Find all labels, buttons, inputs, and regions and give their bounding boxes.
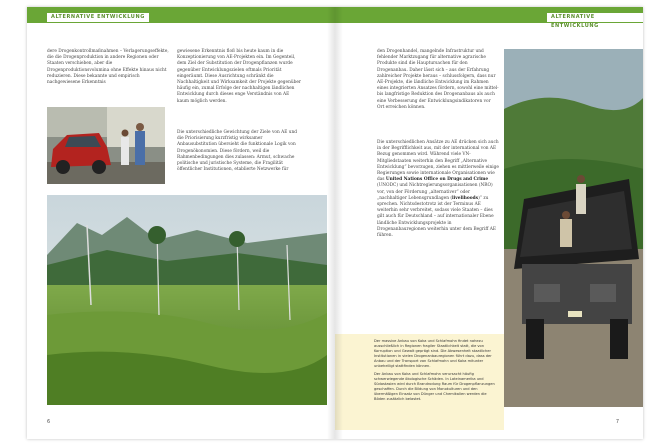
info-box-paragraph-1: Der massive Anbau von Koka und Schlafmohn findet nahezu ausschließlich in Regionen fragiler Staatlichkeit statt, die von Korruption und Gewalt geprägt sind. Die Abwesenheit staatlicher Institutionen in vielen Drogenanbauregionen führt dazu, dass der Anbau und der Transport von Schlafmohn und Koka mitunter unbehelligt stattfinden können.: [374, 339, 492, 368]
running-head: ALTERNATIVE ENTWICKLUNG: [47, 13, 149, 22]
left-col2-paragraph-1: gewiesene Erkenntnis floß bis heute kaum in die Konzeptionierung von AE-Projekten ein. Im Gegenteil, dem Ziel der Substitution der Drogenpflanzen wurde gegenüber Entwicklungszielen oftmals Priorität eingeräumt. Diese Ausrichtung schränkt die Nachhaltigkeit und Wirksamkeit der Projekte gegenüber häufig ein, zumal Erfolge der nachhaltigen ländlichen Entwicklung durch dieses enge Verständnis von AE kaum möglich werden.: [177, 49, 301, 104]
unodc-name: United Nations Office on Drugs and Crime: [385, 177, 489, 183]
photo-red-car-image: [47, 107, 165, 184]
info-box-paragraph-2: Der Anbau von Koka und Schlafmohn verursacht häufig schwerwiegende ökologische Schäden. In Lateinamerika und Südostasien wird durch Brandrodung Raum für Drogenpflanzungen geschaffen. Durch die Bildung von Monokulturen und den übermäßigen Einsatz von Dünger und Chemikalien werden die Böden zusätzlich belastet.: [374, 372, 495, 401]
magazine-spread: [27, 7, 643, 439]
left-col1-paragraph: dere Drogenkontrollmaßnahmen – Verlagerungseffekte, die die Drogenproduktion in andere Regionen oder Staaten verschieben, aber die Drogenproduktionsvolumina ohne Effekte hinaus nicht reduzieren. Diese bekannte und empirisch nachgewiesene Erkenntnis: [47, 49, 169, 86]
left-page: [27, 7, 335, 439]
running-head: ALTERNATIVE ENTWICKLUNG: [547, 13, 643, 22]
page-number-right: 7: [615, 419, 619, 425]
photo-truck: [504, 49, 643, 407]
right-col1-paragraph-2: [377, 140, 499, 239]
page-number-left: 6: [47, 419, 51, 425]
livelihoods-term: livelihoods: [452, 195, 479, 201]
left-col2-paragraph-2: Die unterschiedliche Gewichtung der Ziele von AE und die Priorisierung kurzfristig wirksamer Anbausubstitution übersieht die funktionale Logik von Drogenökonomien. Diese fördern, weil die Rahmenbedingungen dies zulassen: Armut, schwache politische und juristische Systeme, die Fragilität öffentlicher Institutionen, etablierte Netzwerke für: [177, 130, 297, 173]
right-col1-paragraph-1: den Drogenhandel, mangelnde Infrastruktur und fehlender Marktzugang für alternative agrarische Produkte sind die Hauptursachen für den Drogenanbau. Daher lässt sich – aus der Erfahrung zahlreicher Projekte heraus – schlussfolgern, dass nur AE-Projekte, die ländliche Entwicklung im Rahmen eines integrierten Ansatzes fördern, sowohl eine mittel- bis langfristige Reduktion des Drogenanbaus als auch eine Verbesserung der Entwicklungsindikatoren vor Ort erreichen können.: [377, 49, 499, 110]
center-fold-shadow: [327, 7, 343, 439]
photo-truck-image: [504, 49, 643, 407]
photo-landscape-image: [47, 195, 327, 405]
paragraph-2-middle: (UNODC) und Nichtregierungsorganisationen (NRO) vor, von der Förderung „alternativer“ oder „nachhaltiger Lebensgrundlagen (: [377, 183, 493, 201]
paragraph-2-end: )“ zu sprechen. Nichtsdestotrotz ist der Terminus AE weiterhin sehr verbreitet, sodass viele Staaten – dies gilt auch für Deutschland – auf internationaler Ebene ländliche Entwicklungsprojekte in Drogenanbauregionen weiterhin unter dem Begriff AE führen.: [377, 195, 496, 239]
photo-landscape: [47, 195, 327, 405]
paragraph-2-start: Die unterschiedlichen Ansätze zu AE drücken sich auch in der Begrifflichkeit aus, mit der international von AE Bezug genommen wird. Während viele VN-Mitgliedstaaten weiterhin den Begriff „Alternative Entwicklung“ bevorzugen, ziehen es mittlerweile einige Regierungen sowie internationale Organisationen wie das: [377, 140, 499, 183]
photo-red-car: [47, 107, 165, 184]
